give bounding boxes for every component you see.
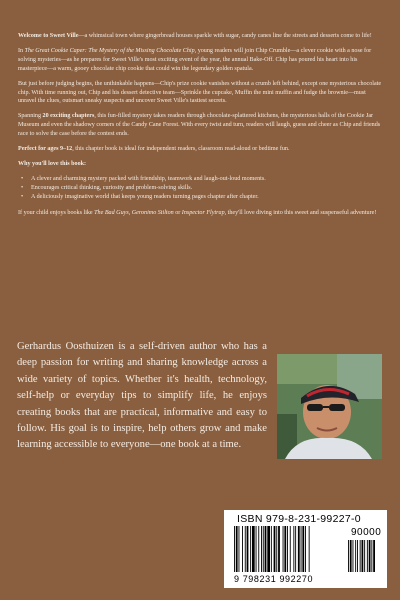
barcode-addon-stripe — [355, 540, 356, 572]
barcode-stripe — [302, 526, 304, 572]
barcode-stripe — [256, 526, 257, 572]
barcode-addon-stripe — [362, 540, 364, 572]
blurb-paragraph-4: Spanning 20 exciting chapters, this fun-filled mystery takes readers through chocolate-splattered kitchens, the mysterious halls of the Cookie Jar Museum and even the shadowy corners of the Candy Cane Forest. With every twist and turn, readers will laugh, guess and cheer as Chip and friends race to solve the case before the contest ends. — [18, 113, 381, 137]
barcode-bars — [234, 526, 382, 574]
barcode-stripe — [250, 526, 251, 572]
barcode-stripe — [236, 526, 238, 572]
reasons-list — [18, 175, 384, 201]
author-bio: Gerhardus Oosthuizen is a self-driven author who has a deep passion for writing and sharing knowledge across a wide variety of topics. Whether it's health, technology, self-help or everyday tips to simplify life, he enjoys creating books that are practical, informative and easy to follow. His goal is to inspire, help others grow and make learning accessible to everyone—one book at a time. — [17, 341, 267, 451]
barcode-stripe — [301, 526, 302, 572]
barcode-stripe — [276, 526, 277, 572]
barcode-stripe — [284, 526, 286, 572]
blurb-paragraph-ages: Perfect for ages 9–12, this chapter book is ideal for independent readers, classroom read-aloud or bedtime fun. — [18, 146, 290, 153]
barcode-addon-stripe — [367, 540, 368, 572]
blurb-paragraph-2: In The Great Cookie Caper: The Mystery of the Missing Chocolate Chip, young readers will join Chip Crumble—a clever cookie with a nose for solving mysteries—as he prepares for Sweet Ville's most exciting event of the year, the annual Bake-Off. Chip has poured his heart into his masterpiece—a warm, gooey chocolate chip cookie that could win the legendary golden spatula. — [18, 48, 372, 72]
isbn-label: ISBN 979-8-231-99227-0 — [237, 513, 361, 525]
barcode-stripe — [271, 526, 272, 572]
barcode-stripe — [261, 526, 262, 572]
book-blurb — [18, 32, 384, 224]
barcode-stripe — [245, 526, 246, 572]
barcode-block — [224, 510, 387, 588]
blurb-paragraph-comparisons: If your child enjoys books like The Bad Guys, Geronimo Stilton or Inspector Flytrap, they'll love diving into this sweet and suspenseful adventure! — [18, 209, 377, 216]
barcode-addon-stripe — [350, 540, 352, 572]
barcode-stripe — [265, 526, 267, 572]
barcode-addon-stripe — [357, 540, 358, 572]
barcode-addon-stripe — [369, 540, 371, 572]
barcode-stripe — [295, 526, 296, 572]
barcode-stripe — [252, 526, 255, 572]
barcode-stripe — [293, 526, 294, 572]
barcode-stripe — [278, 526, 280, 572]
barcode-addon-stripe — [348, 540, 349, 572]
book-title: The Great Cookie Caper: The Mystery of the Missing Chocolate Chip — [24, 48, 195, 55]
barcode-addon-stripe — [371, 540, 372, 572]
blurb-paragraph-intro: Welcome to Sweet Ville—a whimsical town where gingerbread houses sparkle with sugar, candy canes line the streets and desserts come to life! — [18, 33, 372, 39]
barcode-stripe — [247, 526, 249, 572]
barcode-stripe — [263, 526, 264, 572]
author-photo — [277, 354, 382, 459]
barcode-addon-stripe — [353, 540, 354, 572]
barcode-stripe — [309, 526, 310, 572]
reason-item: • A clever and charming mystery packed with friendship, teamwork and laugh-out-loud moments. — [28, 175, 384, 184]
reason-item: • Encourages critical thinking, curiosity and problem-solving skills. — [28, 184, 384, 193]
why-heading: Why you'll love this book: — [18, 161, 87, 168]
barcode-addon-stripe — [360, 540, 361, 572]
blurb-paragraph-3: But just before judging begins, the unthinkable happens—Chip's prize cookie vanishes without a crumb left behind, except one mysterious chocolate chip. With time running out, Chip and his dessert detective team—Sprinkle the cupcake, Muffin the mini muffin and fudge the brownie—must unravel the clues, outsmart sneaky suspects and uncover Sweet Ville's tastiest secrets. — [18, 80, 382, 105]
barcode-addon-stripe — [364, 540, 365, 572]
barcode-stripe — [234, 526, 235, 572]
barcode-stripe — [267, 526, 270, 572]
price-code: 90000 — [351, 527, 382, 538]
barcode-stripe — [239, 526, 240, 572]
barcode-addon-stripe — [373, 540, 375, 572]
barcode-stripe — [258, 526, 259, 572]
reason-item: • A deliciously imaginative world that keeps young readers turning pages chapter after chapter. — [28, 193, 384, 202]
barcode-stripe — [290, 526, 291, 572]
barcode-stripe — [274, 526, 276, 572]
barcode-stripe — [283, 526, 284, 572]
barcode-digits: 9 798231 992270 — [234, 574, 314, 584]
barcode-stripe — [287, 526, 288, 572]
barcode-stripe — [242, 526, 243, 572]
author-portrait-icon — [277, 354, 382, 459]
barcode-stripe — [298, 526, 300, 572]
barcode-stripe — [305, 526, 306, 572]
